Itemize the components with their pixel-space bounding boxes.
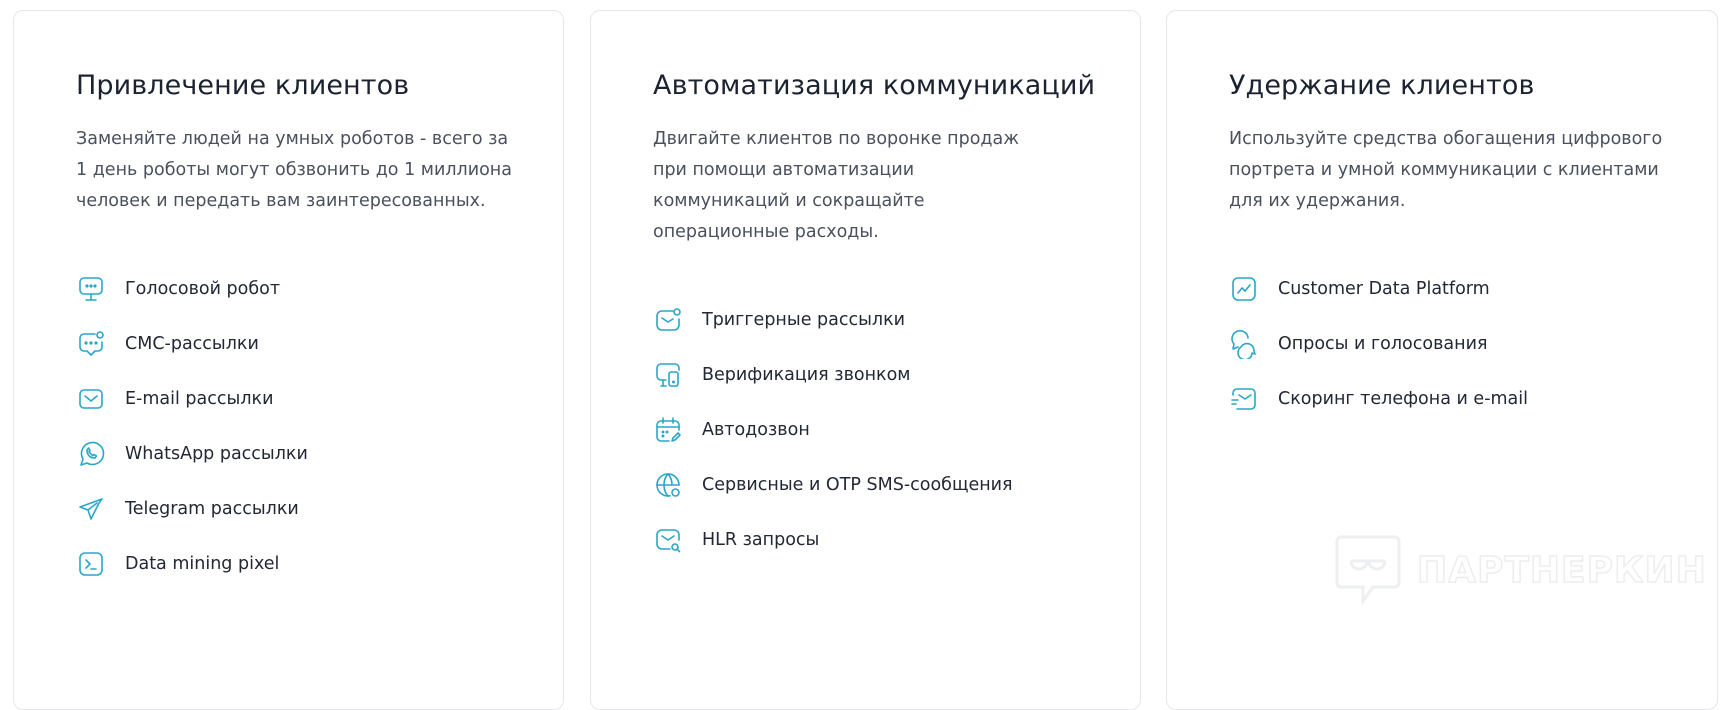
card-title: Удержание клиентов [1229,70,1535,101]
feature-label: Верификация звонком [702,364,911,385]
feature-label: Опросы и голосования [1278,333,1488,354]
feature-item-data-mining[interactable] [76,536,523,591]
card-client-acquisition [13,10,564,710]
card-description: Заменяйте людей на умных роботов - всего за 1 день роботы могут обзвонить до 1 миллиона человек и передать вам заинтересованных. [76,129,512,211]
voice-robot-icon [76,274,106,304]
email-icon [76,384,106,414]
card-description: Двигайте клиентов по воронке продаж при помощи автоматизации коммуникаций и сокращайте операционные расходы. [653,129,1020,242]
feature-label: Скоринг телефона и e-mail [1278,388,1528,409]
feature-item-call-verification[interactable] [653,347,1100,402]
feature-list [1229,261,1677,426]
whatsapp-icon [76,439,106,469]
chart-icon [1229,274,1259,304]
chat-bubbles-icon [1229,329,1259,359]
terminal-icon [76,549,106,579]
feature-item-trigger-mailing[interactable] [653,292,1100,347]
card-communication-automation [590,10,1141,710]
feature-item-email[interactable] [76,371,523,426]
feature-item-voice-robot[interactable] [76,261,523,316]
telegram-icon [76,494,106,524]
feature-item-sms[interactable] [76,316,523,371]
calendar-edit-icon [653,415,683,445]
card-title: Автоматизация коммуникаций [653,70,1096,101]
card-title: Привлечение клиентов [76,70,410,101]
feature-list [653,292,1100,567]
feature-list [76,261,523,591]
feature-item-telegram[interactable] [76,481,523,536]
watermark-text: ПАРТНЕРКИН [1417,549,1707,591]
feature-label: HLR запросы [702,529,820,550]
fast-mail-icon [1229,384,1259,414]
feature-item-autodial[interactable] [653,402,1100,457]
sms-icon [76,329,106,359]
feature-label: Триггерные рассылки [702,309,906,330]
feature-label: Автодозвон [702,419,810,440]
feature-item-whatsapp[interactable] [76,426,523,481]
feature-label: E-mail рассылки [125,388,274,409]
feature-item-otp-sms[interactable] [653,457,1100,512]
feature-label: Голосовой робот [125,278,281,299]
feature-item-scoring[interactable] [1229,371,1677,426]
feature-label: Telegram рассылки [125,498,299,519]
watermark [1333,533,1707,607]
feature-item-surveys[interactable] [1229,316,1677,371]
trigger-mail-icon [653,305,683,335]
feature-item-hlr[interactable] [653,512,1100,567]
feature-label: Data mining pixel [125,553,280,574]
mail-search-icon [653,525,683,555]
card-description: Используйте средства обогащения цифрового портрета и умной коммуникации с клиентами для их удержания. [1229,129,1663,211]
feature-label: Сервисные и OTP SMS-сообщения [702,474,1013,495]
watermark-logo-icon [1333,533,1403,607]
feature-label: СМС-рассылки [125,333,259,354]
feature-label: Customer Data Platform [1278,278,1490,299]
devices-icon [653,360,683,390]
globe-icon [653,470,683,500]
feature-label: WhatsApp рассылки [125,443,308,464]
feature-item-cdp[interactable] [1229,261,1677,316]
